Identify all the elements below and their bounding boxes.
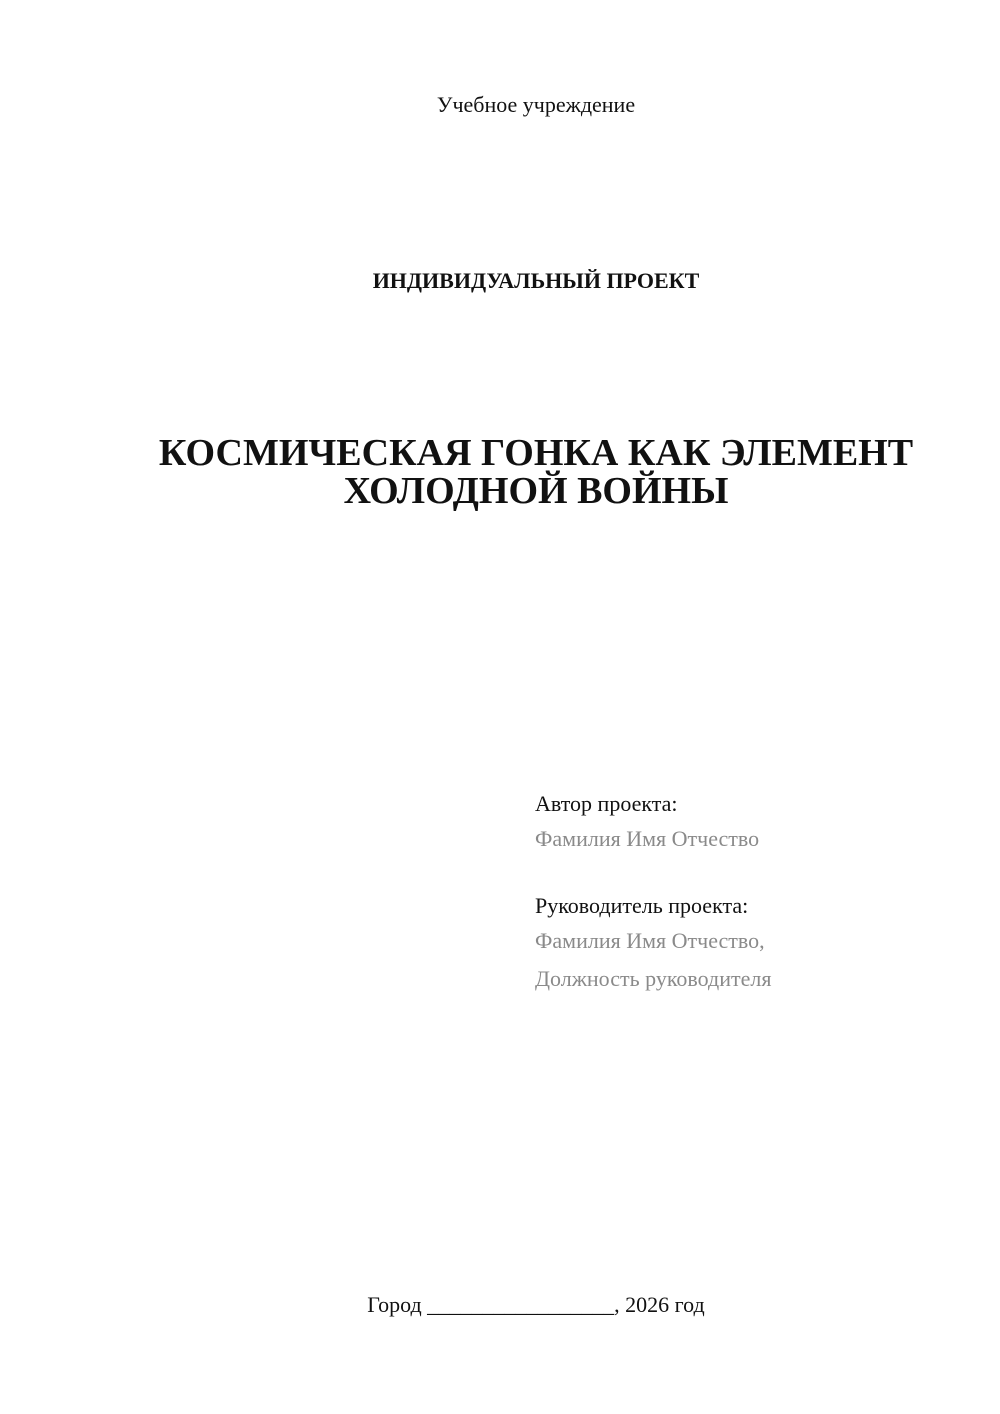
project-title (100, 434, 972, 510)
city-year-footer: Город _________________, 2026 год (367, 1292, 705, 1317)
project-title-line-2: ХОЛОДНОЙ ВОЙНЫ (343, 470, 729, 512)
author-label: Автор проекта: (535, 791, 678, 816)
supervisor-position: Должность руководителя (535, 966, 772, 991)
supervisor-name: Фамилия Имя Отчество, (535, 928, 765, 953)
author-name: Фамилия Имя Отчество (535, 826, 760, 851)
author-block (535, 788, 975, 858)
supervisor-block (535, 890, 975, 998)
project-title-line-1: КОСМИЧЕСКАЯ ГОНКА КАК ЭЛЕМЕНТ (158, 432, 914, 474)
institution-name: Учебное учреждение (436, 92, 636, 117)
supervisor-label: Руководитель проекта: (535, 893, 749, 918)
project-type-heading: ИНДИВИДУАЛЬНЫЙ ПРОЕКТ (372, 268, 700, 293)
credits-block (535, 788, 975, 998)
